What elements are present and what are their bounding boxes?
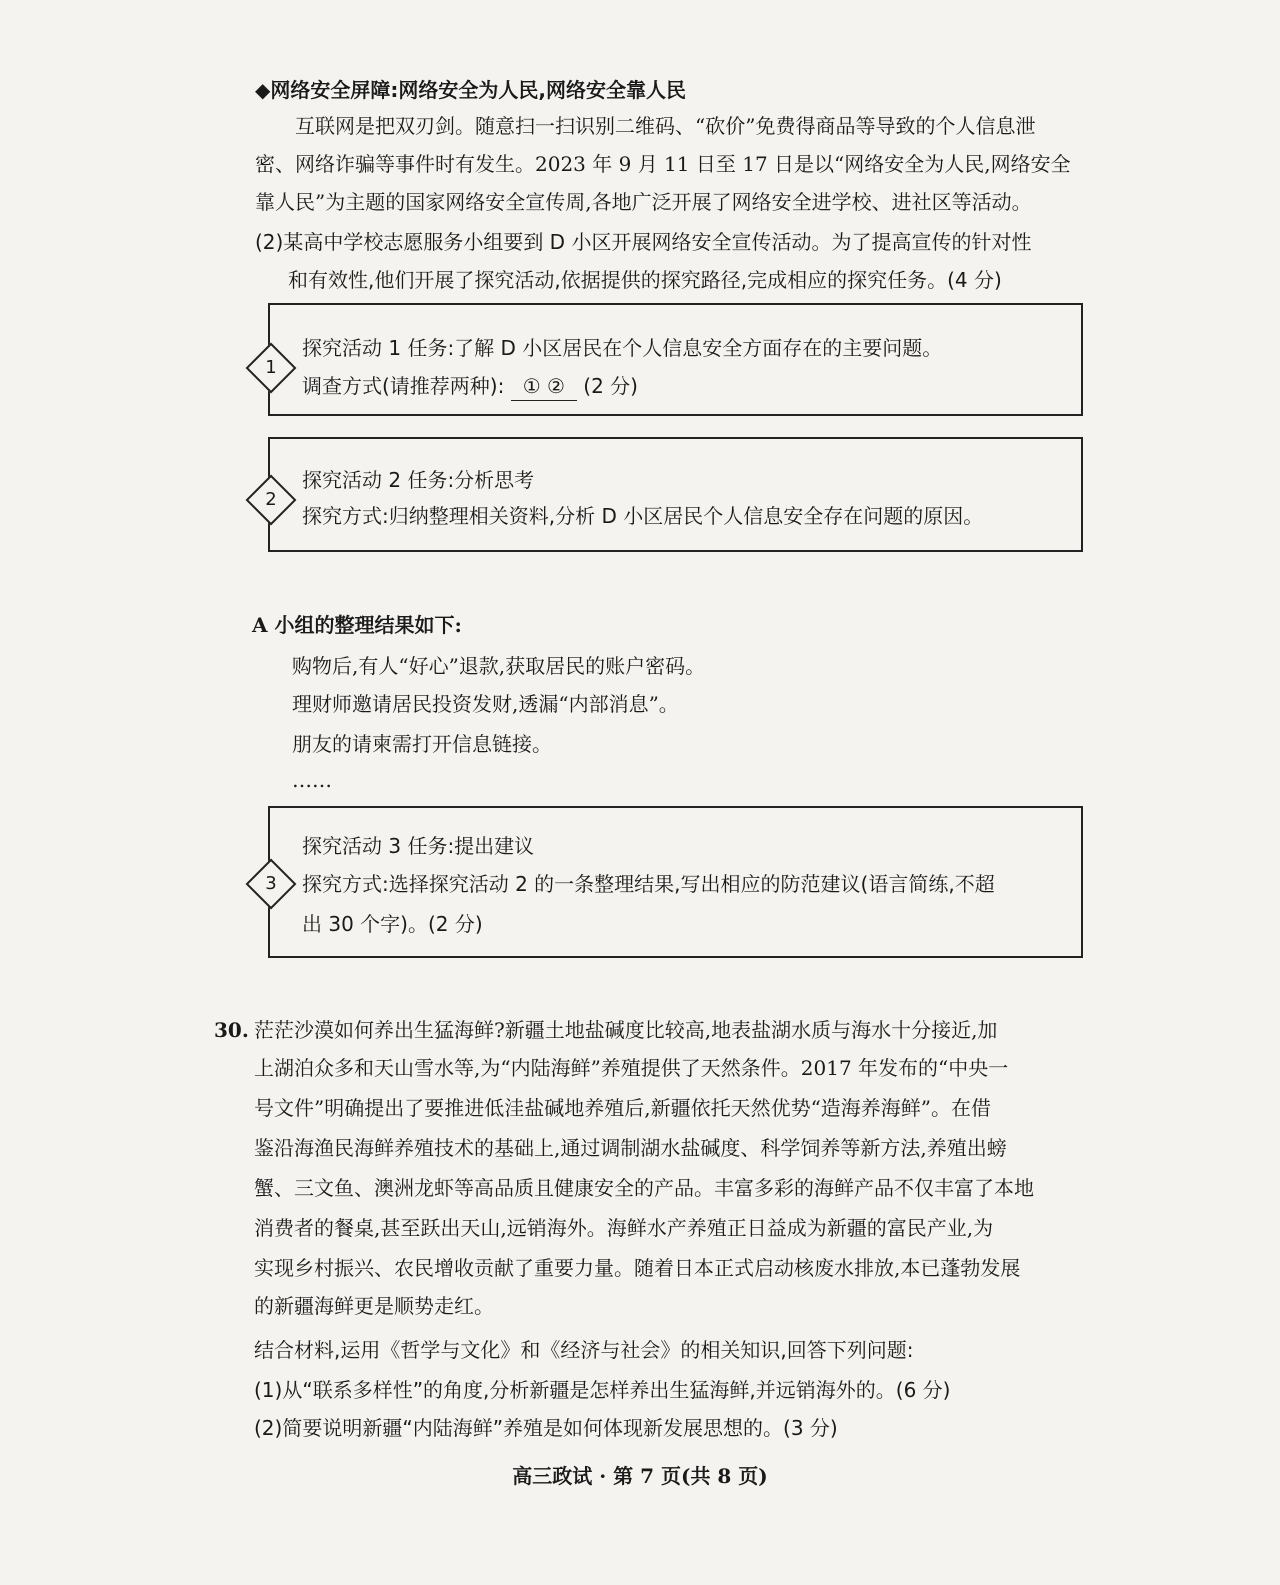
group-result-title: A 小组的整理结果如下: [252, 613, 462, 637]
activity-1-number: 1 [265, 357, 277, 378]
group-result-item-4: …… [292, 768, 332, 792]
question-30-prompt: 结合材料,运用《哲学与文化》和《经济与社会》的相关知识,回答下列问题: [254, 1338, 914, 1362]
activity-2-box [268, 437, 1083, 552]
activity-2-number: 2 [265, 489, 277, 510]
question-30-line-2: 上湖泊众多和天山雪水等,为“内陆海鲜”养殖提供了天然条件。2017 年发布的“中央一 [254, 1056, 1009, 1080]
intro-line-1: 互联网是把双刃剑。随意扫一扫识别二维码、“砍价”免费得商品等导致的个人信息泄 [295, 114, 1036, 138]
intro-line-3: 靠人民”为主题的国家网络安全宣传周,各地广泛开展了网络安全进学校、进社区等活动。 [255, 190, 1032, 214]
activity-3-method-cont: 出 30 个字)。(2 分) [302, 912, 483, 936]
question-30-line-8: 的新疆海鲜更是顺势走红。 [254, 1294, 494, 1318]
section-heading: ◆网络安全屏障:网络安全为人民,网络安全靠人民 [255, 78, 686, 102]
question-30-line-5: 蟹、三文鱼、澳洲龙虾等高品质且健康安全的产品。丰富多彩的海鲜产品不仅丰富了本地 [254, 1176, 1034, 1200]
activity-3-task: 探究活动 3 任务:提出建议 [302, 834, 535, 858]
activity-1-answer-blank[interactable]: ① ② [511, 372, 577, 401]
question-30-line-7: 实现乡村振兴、农民增收贡献了重要力量。随着日本正式启动核废水排放,本已蓬勃发展 [254, 1256, 1021, 1280]
activity-2-task: 探究活动 2 任务:分析思考 [302, 468, 535, 492]
question-2-line-2: 和有效性,他们开展了探究活动,依据提供的探究路径,完成相应的探究任务。(4 分) [288, 268, 1002, 292]
question-30-sub-1: (1)从“联系多样性”的角度,分析新疆是怎样养出生猛海鲜,并远销海外的。(6 分) [254, 1378, 951, 1402]
question-30-sub-2: (2)简要说明新疆“内陆海鲜”养殖是如何体现新发展思想的。(3 分) [254, 1416, 838, 1440]
activity-1-survey [302, 372, 638, 401]
activity-1-survey-label: 调查方式(请推荐两种): [302, 374, 505, 398]
page-footer: 高三政试 · 第 7 页(共 8 页) [512, 1464, 768, 1488]
activity-1-task: 探究活动 1 任务:了解 D 小区居民在个人信息安全方面存在的主要问题。 [302, 336, 943, 360]
question-30-number: 30. [214, 1018, 249, 1042]
group-result-item-1: 购物后,有人“好心”退款,获取居民的账户密码。 [292, 654, 706, 678]
question-30-line-1: 茫茫沙漠如何养出生猛海鲜?新疆土地盐碱度比较高,地表盐湖水质与海水十分接近,加 [254, 1018, 998, 1042]
activity-1-points: (2 分) [583, 374, 638, 398]
question-30-line-4: 鉴沿海渔民海鲜养殖技术的基础上,通过调制湖水盐碱度、科学饲养等新方法,养殖出螃 [254, 1136, 1007, 1160]
activity-3-method: 探究方式:选择探究活动 2 的一条整理结果,写出相应的防范建议(语言简练,不超 [302, 872, 995, 896]
question-30-line-3: 号文件”明确提出了要推进低洼盐碱地养殖后,新疆依托天然优势“造海养海鲜”。在借 [254, 1096, 992, 1120]
question-2-line-1: (2)某高中学校志愿服务小组要到 D 小区开展网络安全宣传活动。为了提高宣传的针对性 [255, 230, 1032, 254]
group-result-item-2: 理财师邀请居民投资发财,透漏“内部消息”。 [292, 692, 679, 716]
question-30-line-6: 消费者的餐桌,甚至跃出天山,远销海外。海鲜水产养殖正日益成为新疆的富民产业,为 [254, 1216, 994, 1240]
group-result-item-3: 朋友的请柬需打开信息链接。 [292, 732, 552, 756]
activity-3-number: 3 [265, 873, 277, 894]
intro-line-2: 密、网络诈骗等事件时有发生。2023 年 9 月 11 日至 17 日是以“网络安全为人民,网络安全 [255, 152, 1071, 176]
activity-2-method: 探究方式:归纳整理相关资料,分析 D 小区居民个人信息安全存在问题的原因。 [302, 504, 984, 528]
